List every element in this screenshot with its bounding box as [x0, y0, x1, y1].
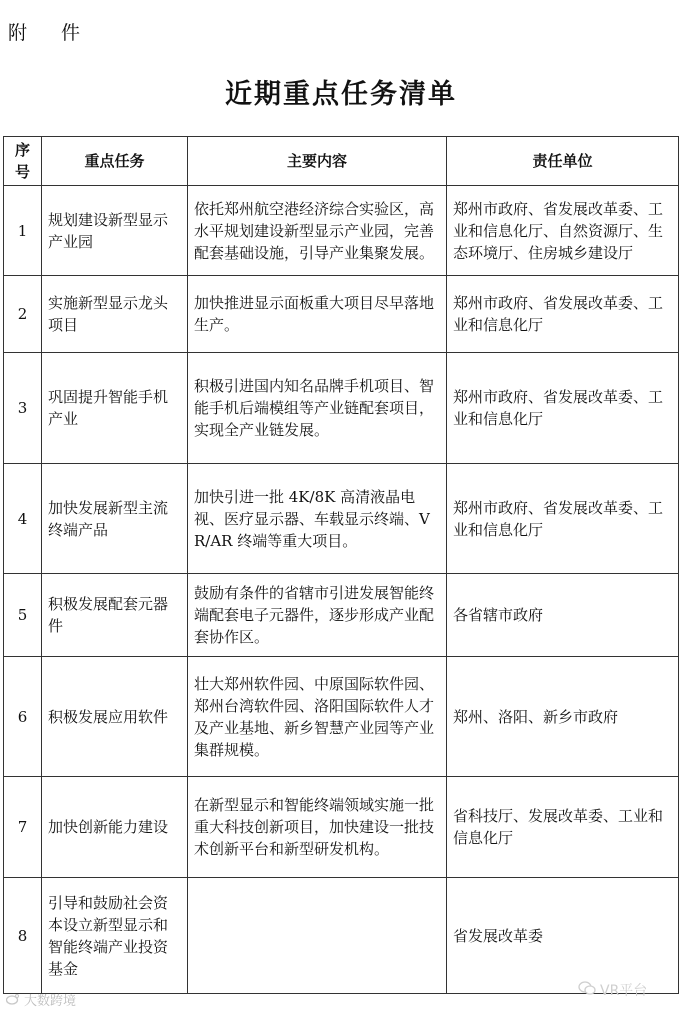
row-unit: 郑州市政府、省发展改革委、工业和信息化厅 [447, 353, 679, 464]
table-row [4, 777, 679, 878]
table-row [4, 186, 679, 276]
row-number: 1 [4, 186, 42, 276]
row-unit: 省科技厅、发展改革委、工业和信息化厅 [447, 777, 679, 878]
header-content: 主要内容 [188, 137, 447, 186]
annex-label: 附 件 [8, 22, 95, 44]
wechat-icon [578, 981, 596, 999]
row-number: 6 [4, 657, 42, 777]
task-table [3, 136, 679, 994]
row-task: 实施新型显示龙头项目 [42, 276, 188, 353]
row-number: 3 [4, 353, 42, 464]
table-row [4, 878, 679, 994]
header-unit: 责任单位 [447, 137, 679, 186]
row-unit: 郑州市政府、省发展改革委、工业和信息化厅、自然资源厅、生态环境厅、住房城乡建设厅 [447, 186, 679, 276]
row-task: 积极发展配套元器件 [42, 574, 188, 657]
row-task: 规划建设新型显示产业园 [42, 186, 188, 276]
row-number: 7 [4, 777, 42, 878]
weibo-icon [6, 993, 20, 1009]
row-number: 2 [4, 276, 42, 353]
watermark-left-text: 大数跨境 [24, 994, 77, 1009]
watermark-left [6, 990, 76, 1009]
table-row [4, 353, 679, 464]
row-content [188, 878, 447, 994]
table-header-row [4, 137, 679, 186]
row-content: 加快推进显示面板重大项目尽早落地生产。 [188, 276, 447, 353]
table-row [4, 276, 679, 353]
row-content: 壮大郑州软件园、中原国际软件园、郑州台湾软件园、洛阳国际软件人才及产业基地、新乡智慧产业园等产业集群规模。 [188, 657, 447, 777]
row-unit: 各省辖市政府 [447, 574, 679, 657]
row-content: 加快引进一批 4K/8K 高清液晶电视、医疗显示器、车载显示终端、VR/AR 终端等重大项目。 [188, 464, 447, 574]
row-number: 5 [4, 574, 42, 657]
table-row [4, 464, 679, 574]
row-unit: 郑州、洛阳、新乡市政府 [447, 657, 679, 777]
row-content: 在新型显示和智能终端领域实施一批重大科技创新项目，加快建设一批技术创新平台和新型研发机构。 [188, 777, 447, 878]
document-title: 近期重点任务清单 [225, 79, 457, 110]
row-unit: 省发展改革委 [447, 878, 679, 994]
row-number: 8 [4, 878, 42, 994]
row-content: 鼓励有条件的省辖市引进发展智能终端配套电子元器件，逐步形成产业配套协作区。 [188, 574, 447, 657]
header-task: 重点任务 [42, 137, 188, 186]
row-task: 积极发展应用软件 [42, 657, 188, 777]
row-number: 4 [4, 464, 42, 574]
watermark-right-text: VR平台 [600, 983, 648, 999]
row-task: 加快发展新型主流终端产品 [42, 464, 188, 574]
row-unit: 郑州市政府、省发展改革委、工业和信息化厅 [447, 276, 679, 353]
row-unit: 郑州市政府、省发展改革委、工业和信息化厅 [447, 464, 679, 574]
row-task: 巩固提升智能手机产业 [42, 353, 188, 464]
watermark-right [578, 980, 647, 1000]
table-row [4, 657, 679, 777]
row-task: 引导和鼓励社会资本设立新型显示和智能终端产业投资基金 [42, 878, 188, 994]
row-content: 依托郑州航空港经济综合实验区，高水平规划建设新型显示产业园，完善配套基础设施，引导产业集聚发展。 [188, 186, 447, 276]
row-task: 加快创新能力建设 [42, 777, 188, 878]
table-row [4, 574, 679, 657]
row-content: 积极引进国内知名品牌手机项目、智能手机后端模组等产业链配套项目，实现全产业链发展。 [188, 353, 447, 464]
header-no: 序号 [4, 137, 42, 186]
